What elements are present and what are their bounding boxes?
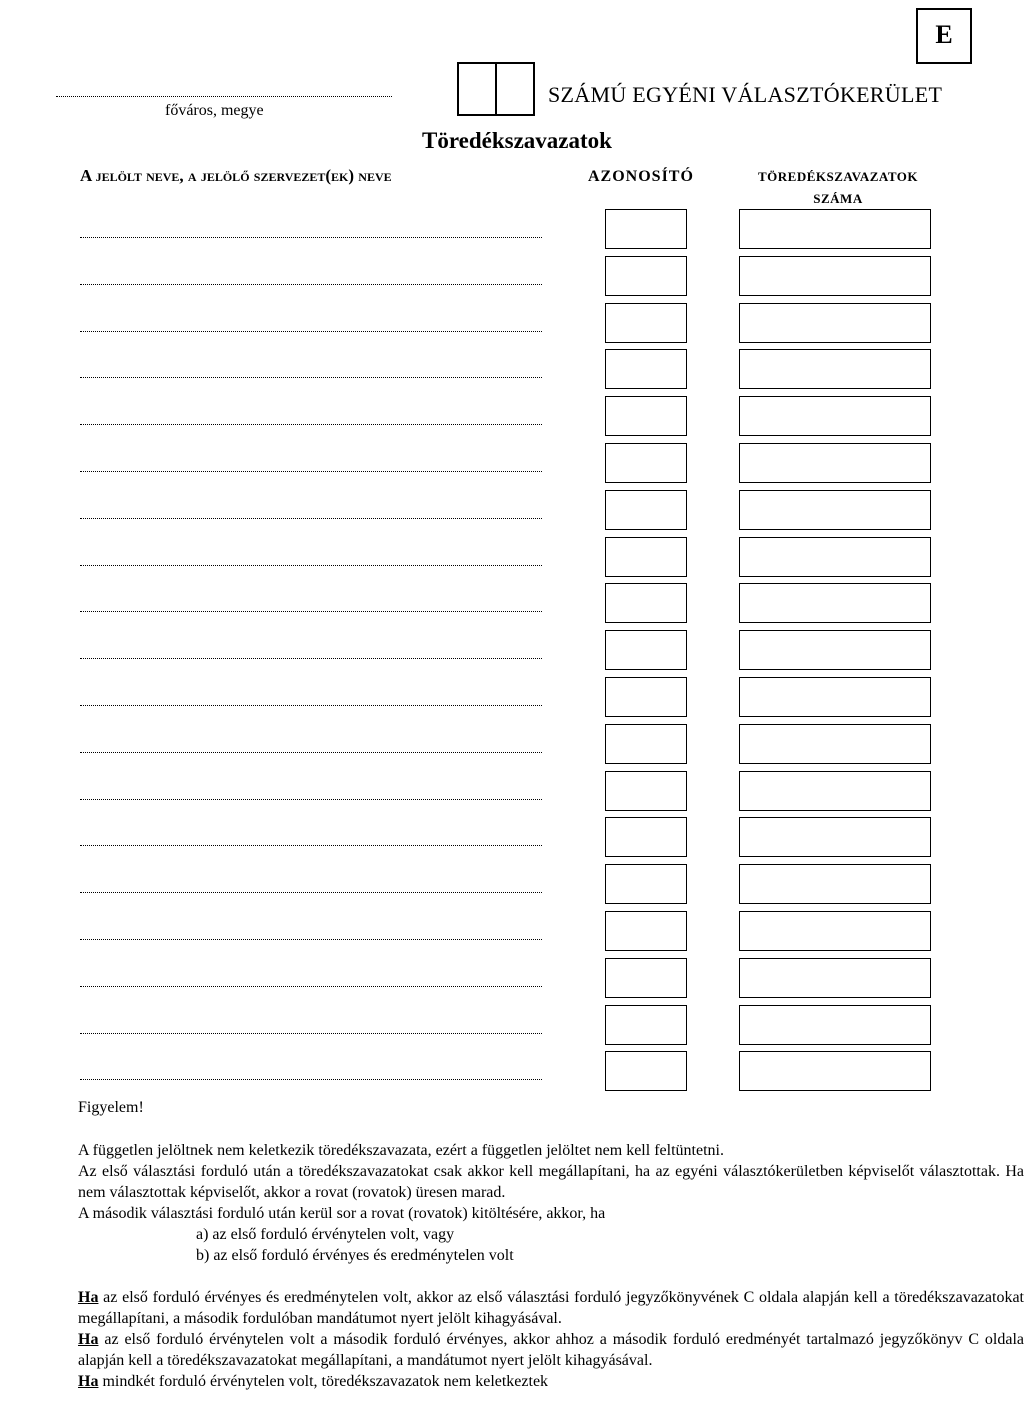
- candidate-row: [0, 303, 1034, 343]
- candidate-id-box[interactable]: [605, 958, 687, 998]
- column-header-count-line2: SZÁMA: [813, 191, 863, 206]
- fractional-vote-count-box[interactable]: [739, 864, 931, 904]
- candidate-name-line[interactable]: [80, 565, 542, 566]
- candidate-name-line[interactable]: [80, 799, 542, 800]
- candidate-name-line[interactable]: [80, 658, 542, 659]
- candidate-id-box[interactable]: [605, 349, 687, 389]
- notes-paragraph-1: A független jelöltnek nem keletkezik töredékszavazata, ezért a független jelöltet nem kell feltüntetni.: [78, 1142, 724, 1159]
- column-header-id: AZONOSÍTÓ: [588, 168, 694, 185]
- candidate-name-line[interactable]: [80, 284, 542, 285]
- fractional-vote-count-box[interactable]: [739, 724, 931, 764]
- candidate-id-box[interactable]: [605, 443, 687, 483]
- candidate-row: [0, 864, 1034, 904]
- candidate-id-box[interactable]: [605, 864, 687, 904]
- candidate-row: [0, 256, 1034, 296]
- candidate-name-line[interactable]: [80, 752, 542, 753]
- candidate-name-line[interactable]: [80, 939, 542, 940]
- region-label: főváros, megye: [165, 102, 264, 119]
- notes-item-b: b) az első forduló érvényes és eredménytelen volt: [196, 1247, 514, 1264]
- candidate-id-box[interactable]: [605, 630, 687, 670]
- candidate-row: [0, 958, 1034, 998]
- fractional-vote-count-box[interactable]: [739, 677, 931, 717]
- notes-paragraph-6: [78, 1371, 1024, 1392]
- candidate-row: [0, 396, 1034, 436]
- fractional-vote-count-box[interactable]: [739, 911, 931, 951]
- candidate-row: [0, 349, 1034, 389]
- fractional-vote-count-box[interactable]: [739, 817, 931, 857]
- fractional-vote-count-box[interactable]: [739, 209, 931, 249]
- candidate-name-line[interactable]: [80, 377, 542, 378]
- candidate-row: [0, 911, 1034, 951]
- notes-paragraph-2: Az első választási forduló után a töredékszavazatokat csak akkor kell megállapítani, ha az egyéni választókerületben képviselőt választottak. Ha nem választottak képviselőt, akkor a rovat (rovatok) üresen marad.: [78, 1163, 1024, 1201]
- page-letter-box: E: [916, 8, 972, 64]
- candidate-id-box[interactable]: [605, 537, 687, 577]
- notes-section: [78, 1097, 1024, 1392]
- ha-keyword: Ha: [78, 1331, 99, 1348]
- candidate-id-box[interactable]: [605, 490, 687, 530]
- candidate-id-box[interactable]: [605, 1005, 687, 1045]
- page-title: Töredékszavazatok: [422, 128, 612, 153]
- candidate-id-box[interactable]: [605, 1051, 687, 1091]
- candidate-name-line[interactable]: [80, 518, 542, 519]
- fractional-vote-count-box[interactable]: [739, 303, 931, 343]
- candidate-row: [0, 1051, 1034, 1091]
- candidate-name-line[interactable]: [80, 331, 542, 332]
- fractional-vote-count-box[interactable]: [739, 771, 931, 811]
- candidate-row: [0, 630, 1034, 670]
- notes-paragraph-5-text: az első forduló érvénytelen volt a második forduló érvényes, akkor ahhoz a második forduló eredményét tartalmazó jegyzőkönyv C oldala alapján kell a töredékszavazatokat megállapítani, a mandátumot nyert jelölt kihagyásával.: [78, 1331, 1024, 1369]
- candidate-row: [0, 209, 1034, 249]
- candidate-name-line[interactable]: [80, 892, 542, 893]
- column-header-count: [740, 166, 936, 210]
- candidate-id-box[interactable]: [605, 677, 687, 717]
- candidate-name-line[interactable]: [80, 986, 542, 987]
- candidate-row: [0, 583, 1034, 623]
- fractional-vote-count-box[interactable]: [739, 1005, 931, 1045]
- fractional-vote-count-box[interactable]: [739, 958, 931, 998]
- notes-paragraph-5: [78, 1329, 1024, 1371]
- candidate-row: [0, 1005, 1034, 1045]
- notes-paragraph-3: A második választási forduló után kerül sor a rovat (rovatok) kitöltésére, akkor, ha: [78, 1205, 606, 1222]
- notes-warning: Figyelem!: [78, 1099, 144, 1116]
- candidate-id-box[interactable]: [605, 209, 687, 249]
- fractional-vote-count-box[interactable]: [739, 396, 931, 436]
- candidate-row: [0, 490, 1034, 530]
- candidate-id-box[interactable]: [605, 396, 687, 436]
- notes-paragraph-4: [78, 1287, 1024, 1329]
- ha-keyword: Ha: [78, 1289, 99, 1306]
- district-label: SZÁMÚ EGYÉNI VÁLASZTÓKERÜLET: [548, 82, 943, 107]
- candidate-row: [0, 724, 1034, 764]
- candidate-name-line[interactable]: [80, 471, 542, 472]
- candidate-row: [0, 537, 1034, 577]
- candidate-id-box[interactable]: [605, 911, 687, 951]
- fractional-vote-count-box[interactable]: [739, 256, 931, 296]
- fractional-vote-count-box[interactable]: [739, 443, 931, 483]
- notes-paragraph-6-text: mindkét forduló érvénytelen volt, töredékszavazatok nem keletkeztek: [98, 1373, 549, 1390]
- district-digit-box-2[interactable]: [495, 62, 535, 116]
- candidate-id-box[interactable]: [605, 256, 687, 296]
- district-digit-box-1[interactable]: [457, 62, 497, 116]
- fractional-vote-count-box[interactable]: [739, 1051, 931, 1091]
- notes-paragraph-4-text: az első forduló érvényes és eredménytelen volt, akkor az első választási forduló jegyzőkönyvének C oldala alapján kell a töredékszavazatokat megállapítani, a második fordulóban mandátumot nyert jelölt kihagyásával.: [78, 1289, 1024, 1327]
- candidate-row: [0, 771, 1034, 811]
- fractional-vote-count-box[interactable]: [739, 349, 931, 389]
- candidate-row: [0, 817, 1034, 857]
- candidate-name-line[interactable]: [80, 705, 542, 706]
- candidate-name-line[interactable]: [80, 237, 542, 238]
- fractional-vote-count-box[interactable]: [739, 630, 931, 670]
- fractional-vote-count-box[interactable]: [739, 537, 931, 577]
- candidate-name-line[interactable]: [80, 845, 542, 846]
- candidate-id-box[interactable]: [605, 583, 687, 623]
- candidate-id-box[interactable]: [605, 303, 687, 343]
- candidate-name-line[interactable]: [80, 611, 542, 612]
- notes-item-a: a) az első forduló érvénytelen volt, vagy: [196, 1226, 455, 1243]
- candidate-id-box[interactable]: [605, 724, 687, 764]
- ha-keyword: Ha: [78, 1373, 99, 1390]
- fractional-vote-count-box[interactable]: [739, 490, 931, 530]
- candidate-name-line[interactable]: [80, 1033, 542, 1034]
- fractional-vote-count-box[interactable]: [739, 583, 931, 623]
- candidate-name-line[interactable]: [80, 424, 542, 425]
- region-input-line[interactable]: [56, 96, 392, 97]
- candidate-id-box[interactable]: [605, 771, 687, 811]
- candidate-name-line[interactable]: [80, 1079, 542, 1080]
- column-header-name: A jelölt neve, a jelölő szervezet(ek) neve: [80, 166, 392, 185]
- district-number-boxes: [457, 62, 535, 116]
- candidate-row: [0, 443, 1034, 483]
- column-header-count-line1: TÖREDÉKSZAVAZATOK: [758, 169, 918, 184]
- candidate-row: [0, 677, 1034, 717]
- candidate-id-box[interactable]: [605, 817, 687, 857]
